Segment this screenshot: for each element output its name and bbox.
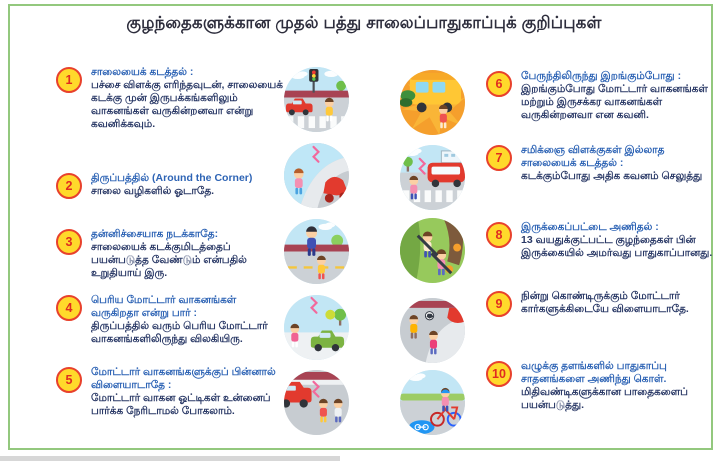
tip-10-text	[521, 360, 716, 412]
tip-6-body: இறங்கும்போது மோட்டார் வாகனங்கள் மற்றும் இருசக்கர வாகனங்கள் வருகின்றனவா என கவனி.	[521, 83, 708, 121]
tip-2	[56, 172, 284, 199]
behind-car-icon	[284, 370, 349, 435]
tip-4-body: திருப்பத்தில் வரும் பெரிய மோட்டார் வாகனங்களிலிருந்து விலகியிரு.	[91, 320, 268, 345]
tip-2-heading: திருப்பத்தில் (Around the Corner)	[91, 172, 253, 184]
tip-4-text	[91, 294, 284, 346]
bicycle-path-icon	[400, 370, 465, 435]
tip-1-body: பச்சை விளக்கு எரிந்தவுடன், சாலையைக் கடக்கு முன் இருபக்கங்களிலும் வாகனங்கள் வருகின்றனவா என்று கவனிக்கவும்.	[91, 79, 283, 130]
tip-6-number-badge: 6	[486, 71, 512, 97]
tip-4-heading: பெரிய மோட்டார் வாகனங்கள் வருகிறதா என்று பார் :	[91, 294, 237, 319]
tip-10	[486, 360, 716, 412]
tip-1-number-badge: 1	[56, 67, 82, 93]
horizontal-scrollbar-fragment[interactable]	[0, 456, 340, 461]
illustration-5-walk-with-parent	[284, 219, 349, 284]
play-ball-road-icon	[400, 298, 465, 363]
tip-10-number-badge: 10	[486, 361, 512, 387]
page-title: குழந்தைகளுக்கான முதல் பத்து சாலைப்பாதுகாப்புக் குறிப்புகள்	[126, 14, 602, 32]
tip-7-number-badge: 7	[486, 145, 512, 171]
seatbelt-icon	[400, 218, 465, 283]
tip-3-body: சாலையைக் கடக்குமிடத்தைப் பயன்படுத்த வேண்டும் என்பதில் உறுதியாய் இரு.	[91, 241, 247, 279]
tip-6-text	[521, 70, 716, 122]
tip-8-number-badge: 8	[486, 222, 512, 248]
tip-3-number-badge: 3	[56, 229, 82, 255]
illustration-3-corner-run	[284, 143, 349, 208]
tip-4	[56, 294, 284, 346]
tip-6	[486, 70, 716, 122]
tip-5-text	[91, 366, 284, 418]
tip-3-text	[91, 228, 284, 280]
tip-7-heading: சமிக்ஞை விளக்குகள் இல்லாத சாலையைக் கடத்தல் :	[521, 144, 665, 169]
bus-crossing-icon	[400, 145, 465, 210]
corner-run-icon	[284, 143, 349, 208]
tip-9	[486, 290, 716, 317]
tip-8-heading: இருக்கைப்பட்டை அணிதல் :	[521, 221, 659, 233]
tip-5-heading: மோட்டார் வாகனங்களுக்குப் பின்னால் விளையாடாதே :	[91, 366, 276, 391]
illustration-8-play-ball-road	[400, 298, 465, 363]
tip-2-body: சாலை வழிகளில் ஓடாதே.	[91, 185, 215, 197]
tip-5-body: மோட்டார் வாகன ஓட்டிகள் உன்னைப் பார்க்க நேரிடாமல் போகலாம்.	[91, 392, 271, 417]
tip-8-body: 13 வயதுக்குட்பட்ட குழந்தைகள் பின் இருக்கையில் அமர்வது பாதுகாப்பானது.	[521, 234, 713, 259]
tip-7	[486, 144, 716, 183]
tip-10-body: மிதிவண்டிகளுக்கான பாதைகளைப் பயன்படுத்து.	[521, 386, 689, 411]
tip-6-heading: பேருந்திலிருந்து இறங்கும்போது :	[521, 70, 682, 82]
tip-3-heading: தன்னிச்சையாக நடக்காதே:	[91, 228, 219, 240]
illustration-10-bicycle-path	[400, 370, 465, 435]
tip-9-text	[521, 290, 716, 317]
tip-2-number-badge: 2	[56, 173, 82, 199]
walk-with-parent-icon	[284, 219, 349, 284]
tip-8	[486, 221, 716, 260]
tip-8-text	[521, 221, 716, 260]
illustration-4-bus-crossing	[400, 145, 465, 210]
tip-9-number-badge: 9	[486, 291, 512, 317]
tip-9-body: நின்று கொண்டிருக்கும் மோட்டார் கார்களுக்கிடையே விளையாடாதே.	[521, 290, 689, 315]
tip-7-body: கடக்கும்போது அதிக கவனம் செலுத்து	[521, 170, 703, 182]
crossing-signal-icon	[284, 67, 349, 132]
illustration-6-seatbelt	[400, 218, 465, 283]
tip-4-number-badge: 4	[56, 295, 82, 321]
tip-5-number-badge: 5	[56, 367, 82, 393]
tip-1-heading: சாலையைக் கடத்தல் :	[91, 66, 194, 78]
tip-7-text	[521, 144, 716, 183]
school-bus-icon	[400, 70, 465, 135]
illustration-7-look-vehicle	[284, 295, 349, 360]
tip-1-text	[91, 66, 284, 131]
tip-3	[56, 228, 284, 280]
tip-2-text	[91, 172, 252, 199]
tip-5	[56, 366, 284, 418]
illustration-1-crossing-signal	[284, 67, 349, 132]
illustration-9-behind-car	[284, 370, 349, 435]
tip-10-heading: வழுக்கு தளங்களில் பாதுகாப்பு சாதனங்களை அணிந்து கொள்.	[521, 360, 667, 385]
illustration-2-school-bus	[400, 70, 465, 135]
look-vehicle-icon	[284, 295, 349, 360]
tip-1	[56, 66, 284, 131]
